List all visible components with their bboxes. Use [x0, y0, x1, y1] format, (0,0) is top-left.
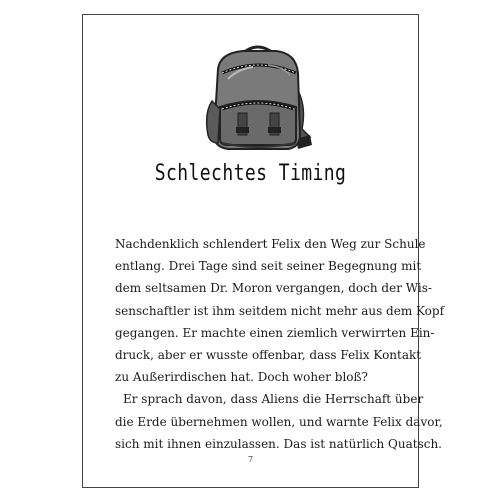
text-line: die Erde übernehmen wollen, und warnte Felix davor,	[115, 414, 443, 429]
text-line: sich mit ihnen einzulassen. Das ist natürlich Quatsch.	[115, 436, 442, 451]
text-line: Er sprach davon, dass Aliens die Herrschaft über	[123, 392, 424, 407]
book-page	[82, 14, 445, 488]
text-line: gegangen. Er machte einen ziemlich verwirrten Ein-	[115, 325, 435, 340]
body-text	[115, 233, 445, 455]
chapter-title: Schlechtes Timing	[154, 161, 347, 186]
backpack-icon	[198, 39, 318, 157]
text-line: druck, aber er wusste offenbar, dass Felix Kontakt	[115, 348, 422, 363]
text-line: Nachdenklich schlendert Felix den Weg zur Schule	[115, 237, 426, 251]
text-line: zu Außerirdischen hat. Doch woher bloß?	[115, 370, 368, 385]
text-line: entlang. Drei Tage sind seit seiner Begegnung mit	[115, 259, 422, 274]
page-number: 7	[247, 455, 254, 464]
text-line: dem seltsamen Dr. Moron vergangen, doch der Wis-	[115, 281, 432, 296]
text-line: senschaftler ist ihm seitdem nicht mehr aus dem Kopf	[115, 303, 445, 318]
